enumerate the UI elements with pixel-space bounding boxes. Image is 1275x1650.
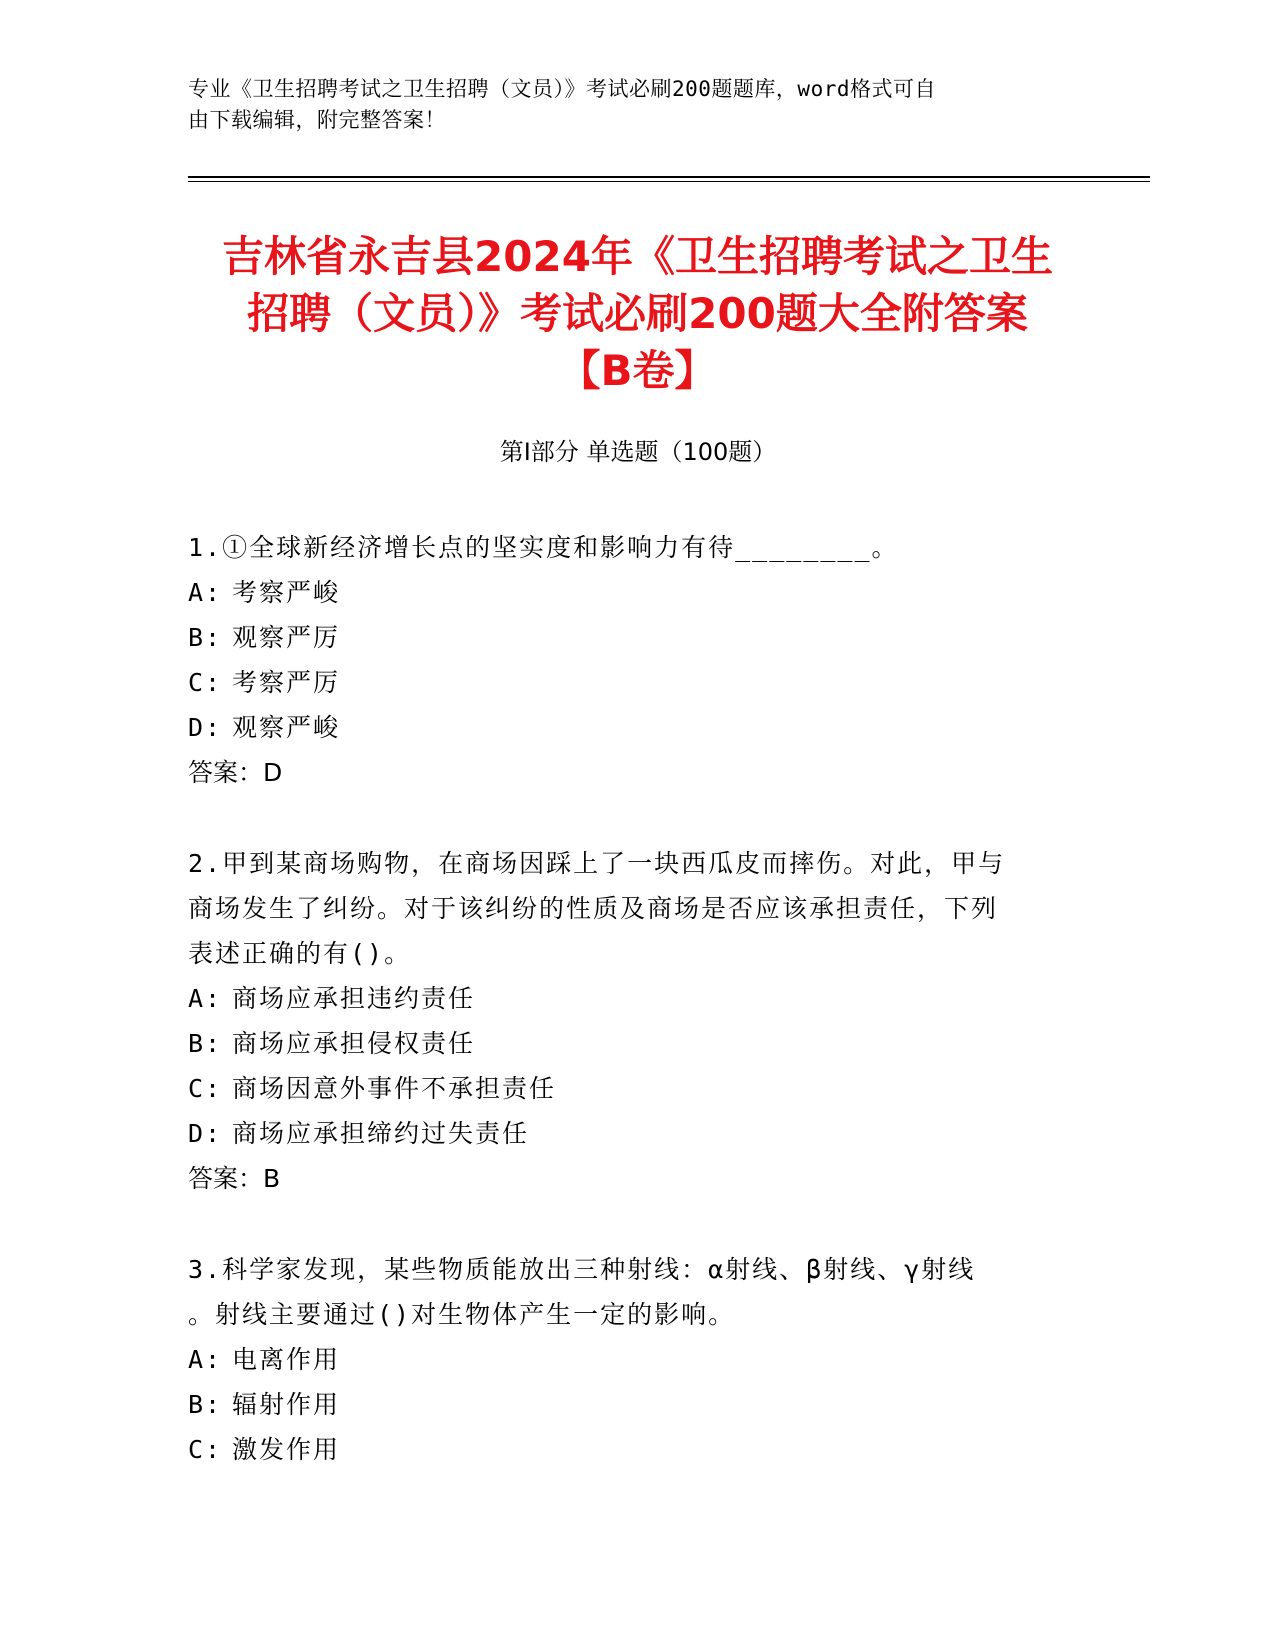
- question-2: [188, 841, 1088, 1201]
- title-line: 吉林省永吉县2024年《卫生招聘考试之卫生: [222, 232, 1053, 281]
- option-b: [188, 1382, 1088, 1427]
- option-key: A:: [188, 578, 223, 607]
- answer-label: 答案：D: [188, 758, 283, 787]
- option-key: B:: [188, 1390, 223, 1419]
- question-list: [188, 525, 1088, 1518]
- option-text: 考察严厉: [232, 668, 341, 697]
- option-key: D:: [188, 713, 223, 742]
- question-3: [188, 1247, 1088, 1472]
- option-b: [188, 1021, 1088, 1066]
- question-stem: 3.科学家发现，某些物质能放出三种射线：α射线、β射线、γ射线: [188, 1255, 976, 1284]
- option-text: 商场应承担违约责任: [232, 984, 476, 1013]
- option-key: C:: [188, 1074, 223, 1103]
- option-c: [188, 1427, 1088, 1472]
- option-a: [188, 976, 1088, 1021]
- section-heading: 第Ⅰ部分 单选题（100题）: [499, 438, 777, 466]
- option-c: [188, 1066, 1088, 1111]
- option-key: B:: [188, 1029, 223, 1058]
- option-text: 观察严峻: [232, 713, 341, 742]
- answer-label: 答案：B: [188, 1164, 281, 1193]
- header-note-line: 由下载编辑，附完整答案！: [188, 108, 446, 132]
- question-stem: 商场发生了纠纷。对于该纠纷的性质及商场是否应该承担责任，下列: [188, 894, 999, 923]
- option-text: 电离作用: [232, 1345, 341, 1374]
- option-d: [188, 705, 1088, 750]
- question-stem: 2.甲到某商场购物，在商场因踩上了一块西瓜皮而摔伤。对此，甲与: [188, 849, 1006, 878]
- header-divider: [188, 176, 1150, 178]
- option-text: 商场因意外事件不承担责任: [232, 1074, 557, 1103]
- option-b: [188, 615, 1088, 660]
- option-d: [188, 1111, 1088, 1156]
- option-c: [188, 660, 1088, 705]
- title-line: 招聘（文员）》考试必刷200题大全附答案: [247, 289, 1028, 338]
- header-note: [188, 74, 1068, 136]
- title-line: 【B卷】: [558, 346, 717, 395]
- option-text: 激发作用: [232, 1435, 341, 1464]
- option-key: A:: [188, 984, 223, 1013]
- option-text: 商场应承担侵权责任: [232, 1029, 476, 1058]
- option-text: 考察严峻: [232, 578, 341, 607]
- question-1: [188, 525, 1088, 795]
- option-text: 辐射作用: [232, 1390, 341, 1419]
- option-a: [188, 570, 1088, 615]
- option-key: B:: [188, 623, 223, 652]
- option-key: C:: [188, 1435, 223, 1464]
- option-a: [188, 1337, 1088, 1382]
- header-divider-thin: [188, 181, 1150, 182]
- question-stem: 1.①全球新经济增长点的坚实度和影响力有待________。: [188, 533, 899, 562]
- option-text: 商场应承担缔约过失责任: [232, 1119, 530, 1148]
- document-title: [160, 228, 1115, 399]
- option-key: A:: [188, 1345, 223, 1374]
- option-key: C:: [188, 668, 223, 697]
- option-key: D:: [188, 1119, 223, 1148]
- option-text: 观察严厉: [232, 623, 341, 652]
- header-note-line: 专业《卫生招聘考试之卫生招聘（文员）》考试必刷200题题库，word格式可自: [188, 77, 936, 101]
- question-stem: 表述正确的有()。: [188, 939, 412, 968]
- question-stem: 。射线主要通过()对生物体产生一定的影响。: [188, 1300, 736, 1329]
